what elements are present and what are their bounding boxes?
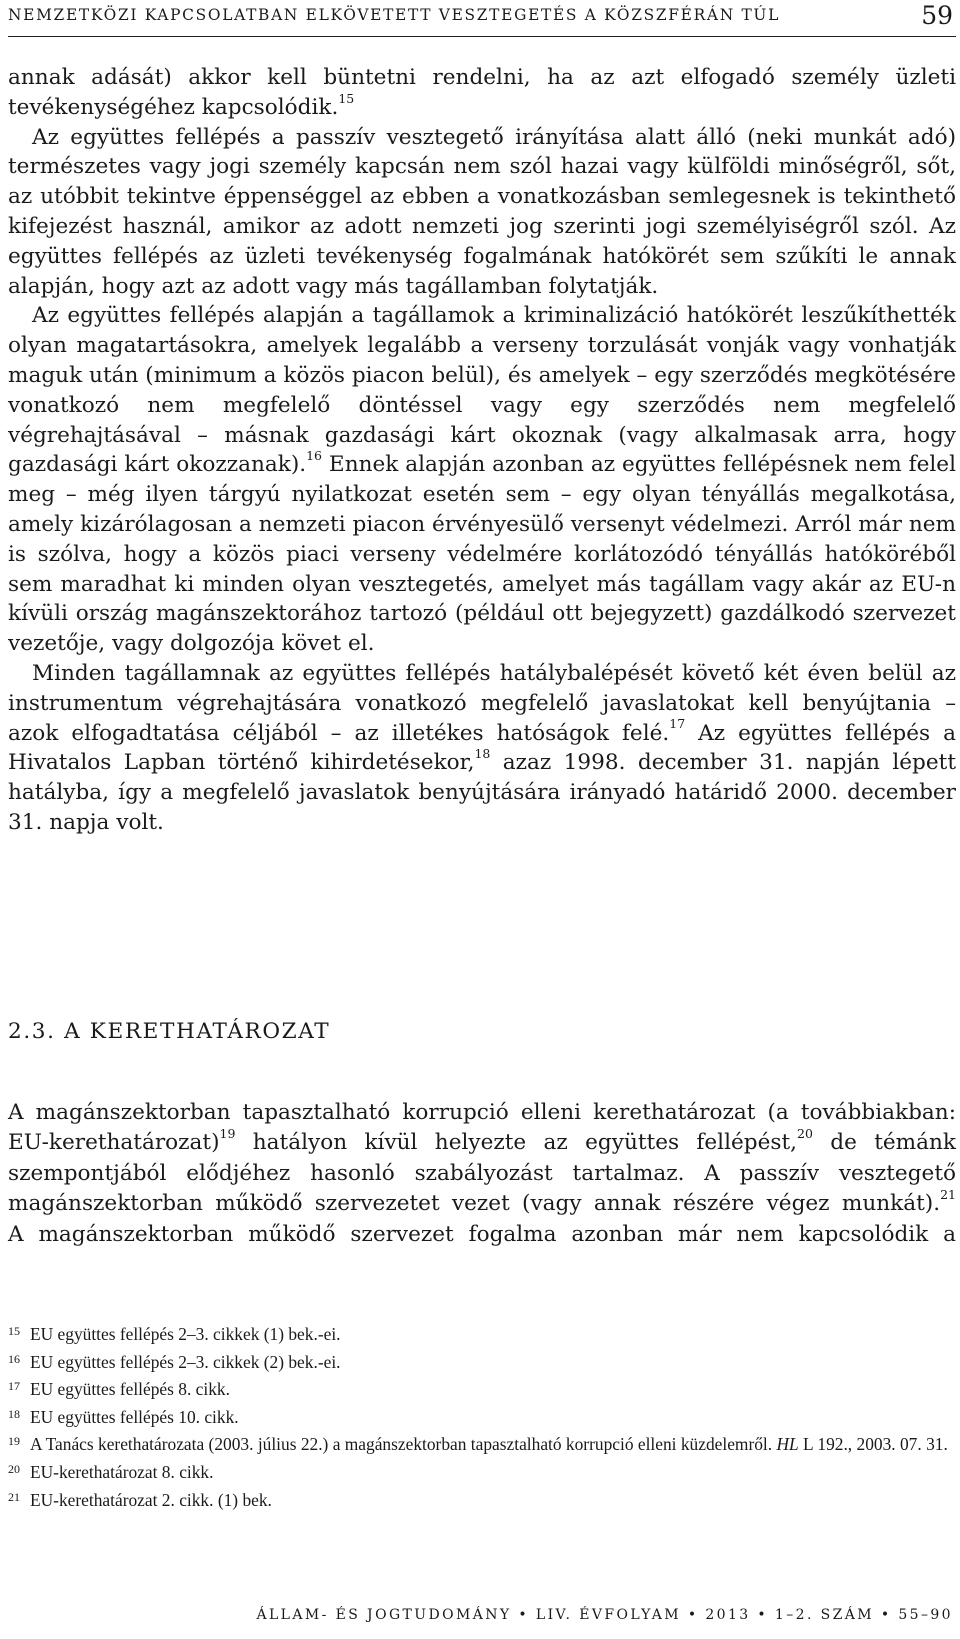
footnote-ref-16[interactable]: 16 (306, 448, 323, 464)
running-header-title: NEMZETKÖZI KAPCSOLATBAN ELKÖVETETT VESZTEGETÉS A KÖZSZFÉRÁN TÚL (8, 6, 781, 24)
footnote-number: 21 (8, 1489, 20, 1504)
footnotes (8, 1321, 956, 1514)
footnote-text: EU-kerethatározat 8. cikk. (30, 1461, 214, 1482)
footnote-ref-21[interactable]: 21 (940, 1187, 956, 1203)
document-page (8, 0, 958, 1639)
footnote-number: 17 (8, 1379, 20, 1394)
section-heading: 2.3. A KERETHATÁROZAT (8, 1019, 331, 1044)
paragraph-2: Az együttes fellépés a passzív vesztegető irányítása alatt álló (neki munkát adó) természetes vagy jogi személy kapcsán nem szól hazai vagy külföldi minőségről, sőt, az utóbbit tekintve éppenséggel az ebben a vonatkozásban semlegesnek is tekinthető kifejezést használ, amikor az adott nemzeti jog szerinti jogi személyiségről szól. Az együttes fellépés az üzleti tevékenység fogalmának hatókörét sem szűkíti le annak alapján, hogy azt az adott vagy más tagállamban folytatják. (8, 124, 956, 299)
footnote-number: 19 (8, 1434, 20, 1449)
section-line-2: EU-kerethatározat)$^{19}$ hatályon kívül helyezte az együttes fellépést,$^{20}$ de témánk (8, 1126, 956, 1156)
footnote-ref-18[interactable]: 18 (474, 746, 491, 762)
footnote-italic-text: HL (776, 1434, 799, 1455)
footnote (8, 1349, 956, 1377)
section-text (8, 1098, 956, 1250)
footnote-text: EU együttes fellépés 10. cikk. (30, 1406, 239, 1427)
section-line-1: A magánszektorban tapasztalható korrupció elleni kerethatározat (a továbbiakban: (8, 1100, 956, 1125)
section-line-5: A magánszektorban működő szervezet fogalma azonban már nem kapcsolódik a (8, 1221, 956, 1247)
section-line-3: szempontjából elődjéhez hasonló szabályozást tartalmaz. A passzív vesztegető (8, 1160, 956, 1186)
footnote-number: 15 (8, 1324, 20, 1338)
page-number: 59 (921, 1, 953, 30)
footnote-number: 20 (8, 1461, 20, 1476)
footnote-ref-19[interactable]: 19 (219, 1126, 236, 1142)
footnote (8, 1321, 956, 1349)
footnote-text: L 192., 2003. 07. 31. (798, 1434, 948, 1455)
footnote (8, 1487, 956, 1515)
footnote (8, 1431, 956, 1459)
body-text (8, 63, 956, 838)
paragraph-4: Minden tagállamnak az együttes fellépés hatálybalépését követő két éven belül az instrumentum végrehajtására vonatkozó megfelelő javaslatokat kell benyújtania – azok elfogadtatása céljából – az illetékes hatóságok felé.$^{17}$ Az együttes fellépés a Hivatalos Lapban történő kihirdetésekor,$^{18}$ azaz 1998. december 31. napján lépett hatályba, így a megfelelő javaslatok benyújtására irányadó határidő 2000. december 31. napja volt. (8, 660, 956, 835)
footnote (8, 1376, 956, 1404)
footnote-ref-20[interactable]: 20 (797, 1126, 813, 1142)
footnote (8, 1404, 956, 1432)
footnote-text: EU együttes fellépés 8. cikk. (30, 1379, 230, 1400)
footnote-text: EU együttes fellépés 2–3. cikkek (1) bek.-ei. (30, 1324, 341, 1344)
running-footer: ÁLLAM- ÉS JOGTUDOMÁNY • LIV. ÉVFOLYAM • 2013 • 1–2. SZÁM • 55–90 (256, 1607, 953, 1623)
footnote-text: EU együttes fellépés 2–3. cikkek (2) bek.-ei. (30, 1351, 341, 1372)
footnote-ref-15[interactable]: 15 (338, 90, 355, 106)
footnote-number: 16 (8, 1351, 20, 1366)
footnote-ref-17[interactable]: 17 (669, 716, 686, 732)
footnote-number: 18 (8, 1406, 20, 1421)
footnote (8, 1459, 956, 1487)
section-line-4: magánszektorban működő szervezetet vezet (vagy annak részére végez munkát).$^{21}$ (8, 1187, 956, 1217)
footnote-text: A Tanács kerethatározata (2003. július 22.) a magánszektorban tapasztalható korrupció elleni küzdelemről. (30, 1434, 777, 1455)
paragraph-3: Az együttes fellépés alapján a tagállamok a kriminalizáció hatókörét leszűkíthették olyan magatartásokra, amelyek legalább a verseny torzulását vonják vagy vonhatják maguk után (minimum a közös piacon belül), és amelyek – egy szerződés megkötésére vonatkozó nem megfelelő döntéssel vagy egy szerződés nem megfelelő végrehajtásával – másnak gazdasági kárt okoznak (vagy alkalmasak arra, hogy gazdasági kárt okozzanak).$^{16}$ Ennek alapján azonban az együttes fellépésnek nem felel meg – még ilyen tárgyú nyilatkozat esetén sem – egy olyan tényállás megalkotása, amely kizárólagosan a nemzeti piacon érvényesülő versenyt védelmezi. Arról már nem is szólva, hogy a közös piaci verseny védelmére korlátozódó tényállás hatóköréből sem maradhat ki minden olyan vesztegetés, amelyet más tagállam vagy akár az EU-n kívüli ország magánszektorához tartozó (például ott bejegyzett) gazdálkodó szervezet vezetője, vagy dolgozója követ el. (8, 303, 956, 657)
running-header (8, 0, 956, 37)
footnote-text: EU-kerethatározat 2. cikk. (1) bek. (30, 1489, 272, 1510)
paragraph-1: annak adását) akkor kell büntetni rendelni, ha az azt elfogadó személy üzleti tevékenységéhez kapcsolódik.$^{15}$ (8, 65, 956, 120)
